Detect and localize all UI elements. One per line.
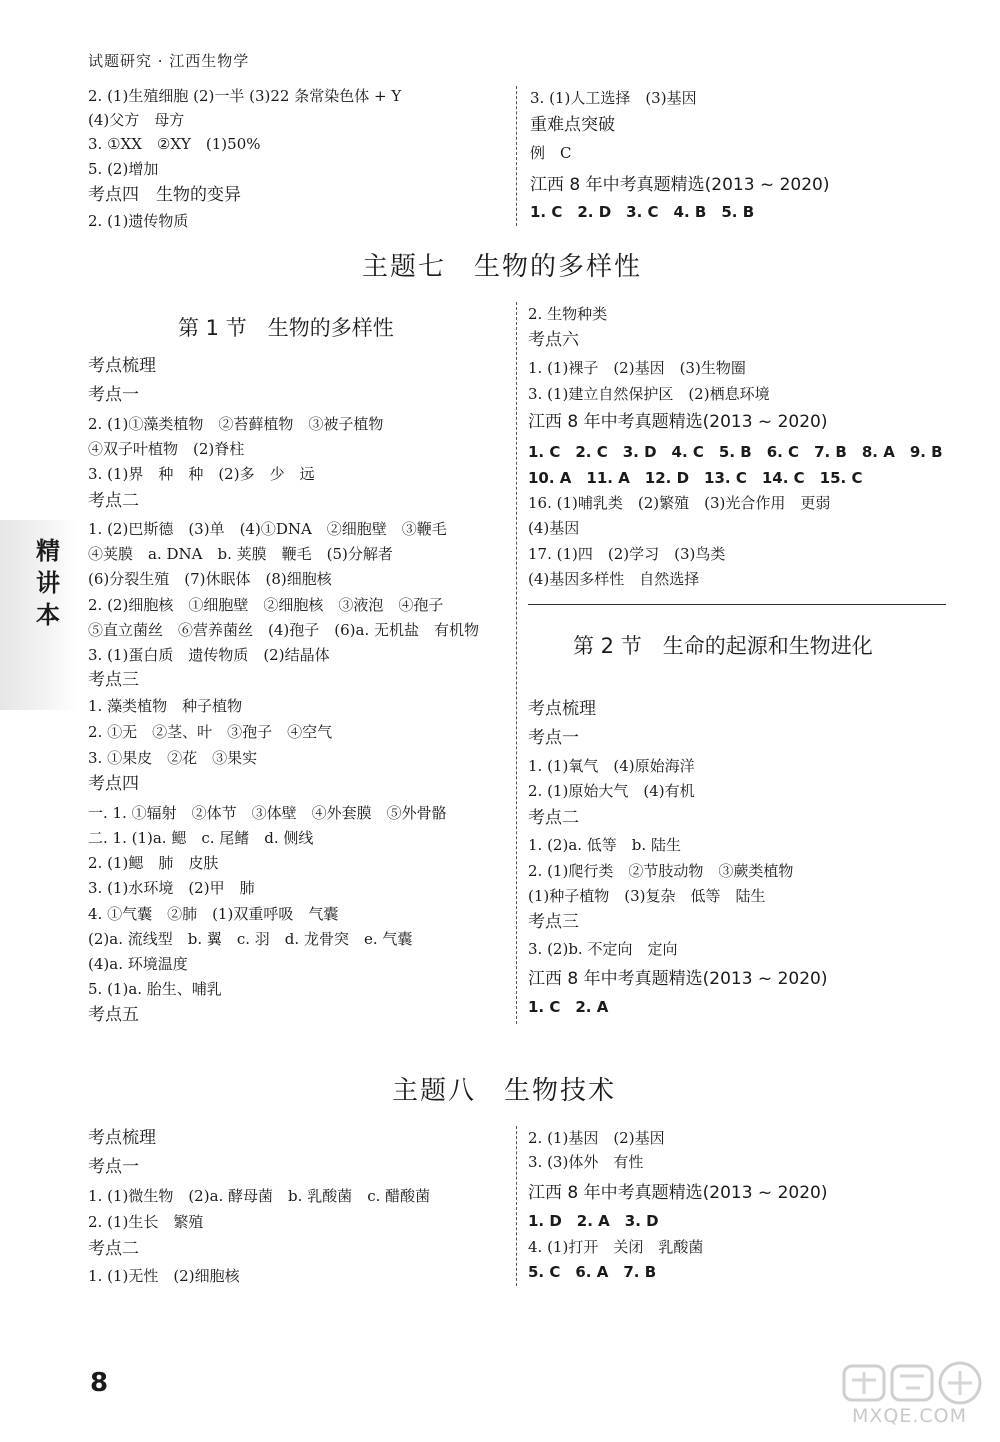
answer-line: 一. 1. ①辐射 ②体节 ③体壁 ④外套膜 ⑤外骨骼 (88, 804, 447, 822)
answer-line: 1. D 2. A 3. D (528, 1212, 659, 1230)
answer-line: 2. (1)生殖细胞 (2)一半 (3)22 条常染色体 + Y (88, 87, 402, 105)
answer-line: 1. C 2. C 3. D 4. C 5. B 6. C 7. B 8. A 9. B (528, 443, 943, 461)
answer-line: 3. (3)体外 有性 (528, 1153, 644, 1171)
answer-line: 3. (1)水环境 (2)甲 肺 (88, 879, 255, 897)
subsection-heading: 考点二 (88, 491, 139, 511)
answer-line: 4. ①气囊 ②肺 (1)双重呼吸 气囊 (88, 905, 339, 923)
answer-line: 5. C 6. A 7. B (528, 1263, 657, 1281)
answer-line: 10. A 11. A 12. D 13. C 14. C 15. C (528, 469, 863, 487)
column-divider (516, 86, 517, 226)
answer-line: 1. (1)微生物 (2)a. 酵母菌 b. 乳酸菌 c. 醋酸菌 (88, 1187, 431, 1205)
page-number: 8 (90, 1368, 109, 1398)
answer-line: 5. (2)增加 (88, 160, 159, 178)
answer-line: 1. (2)a. 低等 b. 陆生 (528, 836, 681, 854)
subsection-heading: 考点二 (528, 808, 579, 828)
subsection-heading: 考点梳理 (88, 356, 156, 376)
subsection-heading: 考点一 (88, 385, 139, 405)
answer-line: ④荚膜 a. DNA b. 荚膜 鞭毛 (5)分解者 (88, 545, 393, 563)
answer-line: 1. C 2. A (528, 998, 609, 1016)
watermark-text: MXQE.COM (852, 1405, 968, 1427)
exam-heading: 江西 8 年中考真题精选(2013 ~ 2020) (528, 969, 828, 989)
side-tab-char: 精 (36, 537, 60, 565)
answer-line: 4. (1)打开 关闭 乳酸菌 (528, 1238, 704, 1256)
answer-line: 1. (2)巴斯德 (3)单 (4)①DNA ②细胞壁 ③鞭毛 (88, 520, 447, 538)
answer-line: 3. ①果皮 ②花 ③果实 (88, 749, 258, 767)
answer-line: 1. 藻类植物 种子植物 (88, 697, 243, 715)
answer-line: 2. ①无 ②茎、叶 ③孢子 ④空气 (88, 723, 333, 741)
answer-line: 17. (1)四 (2)学习 (3)鸟类 (528, 545, 726, 563)
answer-line: 1. (1)无性 (2)细胞核 (88, 1267, 240, 1285)
answer-line: (1)种子植物 (3)复杂 低等 陆生 (528, 887, 766, 905)
exam-heading: 江西 8 年中考真题精选(2013 ~ 2020) (528, 1183, 828, 1203)
side-tab-char: 讲 (36, 569, 60, 597)
subsection-heading: 考点四 生物的变异 (88, 185, 241, 205)
answer-line: (4)父方 母方 (88, 111, 185, 129)
subsection-heading: 考点三 (528, 912, 579, 932)
answer-line: (4)基因 (528, 519, 580, 537)
theme-title: 主题八 生物技术 (392, 1076, 617, 1106)
answer-line: 3. (1)建立自然保护区 (2)栖息环境 (528, 385, 770, 403)
section-title: 第 2 节 生命的起源和生物进化 (573, 634, 873, 658)
section-divider (528, 604, 946, 605)
answer-line: (6)分裂生殖 (7)休眠体 (8)细胞核 (88, 570, 332, 588)
subsection-heading: 考点三 (88, 670, 139, 690)
subsection-heading: 考点梳理 (528, 699, 596, 719)
answer-line: 3. (1)蛋白质 遗传物质 (2)结晶体 (88, 646, 330, 664)
answer-line: 16. (1)哺乳类 (2)繁殖 (3)光合作用 更弱 (528, 494, 831, 512)
subsection-heading: 考点一 (88, 1157, 139, 1177)
subsection-heading: 考点一 (528, 728, 579, 748)
section-title: 第 1 节 生物的多样性 (178, 316, 394, 340)
running-header: 试题研究 · 江西生物学 (88, 52, 250, 70)
answer-line: 2. (1)①藻类植物 ②苔藓植物 ③被子植物 (88, 415, 384, 433)
exam-heading: 江西 8 年中考真题精选(2013 ~ 2020) (528, 412, 828, 432)
watermark-logo-icon (840, 1360, 990, 1408)
side-tab-char: 本 (36, 601, 60, 629)
subsection-heading: 考点四 (88, 774, 139, 794)
answer-line: 3. (1)界 种 种 (2)多 少 远 (88, 465, 315, 483)
answer-line: 2. (1)原始大气 (4)有机 (528, 782, 695, 800)
subsection-heading: 考点梳理 (88, 1128, 156, 1148)
watermark (840, 1360, 990, 1435)
answer-line: 例 C (530, 144, 572, 162)
answer-line: (4)a. 环境温度 (88, 955, 188, 973)
answer-line: ④双子叶植物 (2)脊柱 (88, 440, 245, 458)
subsection-heading: 考点二 (88, 1239, 139, 1259)
side-tab (26, 535, 70, 631)
answer-line: 2. (1)遗传物质 (88, 212, 189, 230)
answer-line: 1. (1)裸子 (2)基因 (3)生物圈 (528, 359, 746, 377)
answer-line: 2. (1)爬行类 ②节肢动物 ③蕨类植物 (528, 862, 794, 880)
answer-line: (4)基因多样性 自然选择 (528, 570, 700, 588)
answer-line: 2. (1)生长 繁殖 (88, 1213, 204, 1231)
answer-line: 2. (1)基因 (2)基因 (528, 1129, 665, 1147)
answer-line: 1. (1)氧气 (4)原始海洋 (528, 757, 695, 775)
theme-title: 主题七 生物的多样性 (362, 252, 643, 282)
subsection-heading: 考点六 (528, 330, 579, 350)
subsection-heading: 考点五 (88, 1005, 139, 1025)
answer-line: 1. C 2. D 3. C 4. B 5. B (530, 203, 755, 221)
answer-line: 3. (2)b. 不定向 定向 (528, 940, 678, 958)
answer-line: 二. 1. (1)a. 鳃 c. 尾鳍 d. 侧线 (88, 829, 314, 847)
answer-line: 5. (1)a. 胎生、哺乳 (88, 980, 222, 998)
answer-line: (2)a. 流线型 b. 翼 c. 羽 d. 龙骨突 e. 气囊 (88, 930, 413, 948)
answer-line: 3. (1)人工选择 (3)基因 (530, 89, 697, 107)
exam-heading: 江西 8 年中考真题精选(2013 ~ 2020) (530, 175, 830, 195)
answer-line: 2. (1)鳃 肺 皮肤 (88, 854, 219, 872)
answer-line: 2. (2)细胞核 ①细胞壁 ②细胞核 ③液泡 ④孢子 (88, 596, 444, 614)
answer-line: ⑤直立菌丝 ⑥营养菌丝 (4)孢子 (6)a. 无机盐 有机物 (88, 621, 479, 639)
subsection-heading: 重难点突破 (530, 115, 615, 135)
column-divider (516, 1126, 517, 1286)
answer-line: 3. ①XX ②XY (1)50% (88, 135, 261, 153)
answer-line: 2. 生物种类 (528, 305, 608, 323)
column-divider (516, 302, 517, 1024)
